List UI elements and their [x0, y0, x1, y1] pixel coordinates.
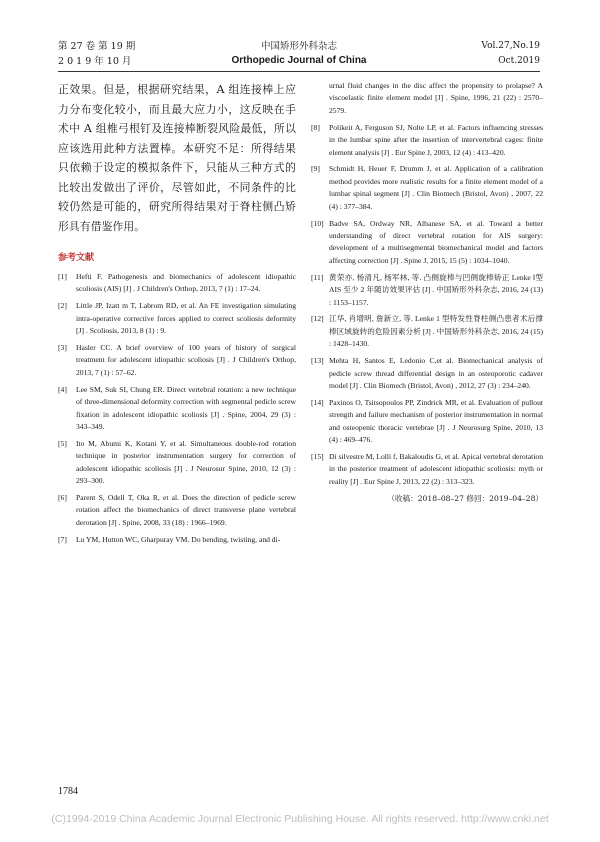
reference-text: Badve SA, Ordway NR, Albanese SA, et al. Toward a better understanding of direct vertebral rotation for AIS surgery: development of a multisegmental biomechanical model and factors affecting correction [J] . Spine J, 2015, 15 (5) : 1034–1040. — [329, 218, 543, 265]
reference-item — [58, 271, 296, 296]
reference-text: Hasler CC. A brief overview of 100 years of history of surgical treatment for adolescent idiopathic scoliosis [J] . J Children's Orthop, 2013, 7 (1) : 57–62. — [76, 343, 296, 377]
references-list-left — [58, 271, 296, 546]
reference-text: Paxinos O, Tsitsopoulos PP, Zindrick MR, et al. Evaluation of pullout strength and failure mechanism of posterior instrumentation in normal and osteopenic thoracic vertebrae [J] . J Neurosurg Spine, 2010, 13 (4) : 469–476. — [329, 397, 543, 445]
reference-number: [2] — [58, 301, 67, 311]
reference-item — [311, 122, 543, 159]
reference-number: [3] — [58, 343, 67, 353]
journal-en: Orthopedic Journal of China — [231, 55, 367, 66]
received-dates: （收稿：2018–08–27 修回：2019–04–28） — [387, 493, 543, 503]
reference-item — [311, 397, 543, 447]
page-header — [58, 40, 540, 72]
reference-number: [6] — [58, 493, 67, 502]
reference-item — [311, 313, 543, 350]
reference-text: Polikeit A, Ferguson SJ, Nolte LP, et al. Factors influencing stresses in the lumbar spine after the insertion of intervertebral cages: finite element analysis [J] . Eur Spine J, 2003, 12 (4) : 413–420. — [329, 122, 543, 157]
reference-item — [311, 163, 543, 213]
reference-text: Schmidt H, Heuer F, Drumm J, et al. Application of a calibration method provides more realistic results for a finite element model of a lumbar spinal segment [J] . Clin Biomech (Bristol, Avon) , 2007, 22 (4) : 377–384. — [329, 164, 543, 211]
date-cn: 2 0 1 9 年 10 月 — [58, 56, 132, 67]
reference-number: [13] — [311, 356, 324, 366]
left-column — [58, 80, 296, 551]
reference-number: [14] — [311, 397, 324, 407]
references-heading: 参考文献 — [58, 253, 95, 263]
reference-text: Ito M, Abumi K, Kotani Y, et al. Simultaneous double-rod rotation technique in posterior instrumentation surgery for correction of adolescent idiopathic scoliosis [J] . J Neurosur Spine, 2010, 12 (3) : 293–300. — [76, 438, 296, 486]
date-en: Oct.2019 — [498, 56, 540, 66]
reference-item — [311, 272, 543, 309]
reference-number: [11] — [311, 272, 324, 282]
reference-text: Lu YM, Hutton WC, Gharpuray VM. Do bending, twisting, and di- — [76, 534, 281, 544]
reference-number: [12] — [311, 314, 324, 324]
reference-number: [10] — [311, 218, 324, 228]
reference-number: [1] — [58, 272, 67, 281]
reference-number: [5] — [58, 438, 67, 448]
volume-en: Vol.27,No.19 — [481, 41, 540, 51]
reference-number: [8] — [311, 122, 320, 132]
reference-item — [311, 451, 543, 488]
journal-cn: 中国矫形外科杂志 — [260, 41, 337, 52]
reference-item — [58, 492, 296, 529]
body-paragraph: 正效果。但是，根据研究结果，A 组连接棒上应力分布变化较小，而且最大应力小，这反映在手术中 A 组椎弓根钉及连接棒断裂风险最低，所以应该选用此种方法置棒。本研究不足：所得结果只依赖于设定的模拟条件下，只能从三种方式的比较出发做出了评价，尽管如此，不同条件的比较仍然是可能的，研究所得结果对于脊柱侧凸矫形具有借鉴作用。 — [58, 83, 296, 233]
reference-item — [58, 438, 296, 488]
reference-continuation — [311, 80, 543, 117]
copyright-notice: (C)1994-2019 China Academic Journal Electronic Publishing House. All rights reserved. http://www.cnki.net — [51, 813, 549, 825]
reference-item — [311, 355, 543, 392]
reference-item — [58, 300, 296, 337]
reference-number: [7] — [58, 534, 67, 544]
header-rule — [58, 71, 540, 72]
reference-text: Hefti F. Pathogenesis and biomechanics of adolescent idiopathic scoliosis (AIS) [J] . J Children's Orthop, 2013, 7 (1) : 17–24. — [76, 272, 296, 294]
reference-text: Lee SM, Suk SI, Chung ER. Direct vertebral rotation: a new technique of three-dimensional deformity correction with segmental pedicle screw fixation in adolescent idiopathic scoliosis [J] . Spine, 2004, 29 (3) : 343–349. — [76, 384, 296, 431]
reference-item — [58, 534, 296, 546]
references-list-right — [311, 80, 543, 488]
page-number: 1784 — [58, 786, 78, 797]
reference-number: [4] — [58, 384, 67, 394]
volume-cn: 第 27 卷 第 19 期 — [58, 41, 136, 52]
right-column — [311, 80, 543, 505]
reference-number: [15] — [311, 451, 324, 461]
reference-item — [58, 342, 296, 379]
reference-text: 江华, 肖增明, 詹新立, 等. Lenke 1 型特发性脊柱侧凸患者术后撑棒区域旋转的危险因素分析 [J] . 中国矫形外科杂志, 2016, 24 (15) : 1428–1430. — [329, 314, 543, 349]
reference-item — [58, 384, 296, 434]
reference-text: Mehta H, Santos E, Ledonio C,et al. Biomechanical analysis of pedicle screw thread differential design in an osteoporotic cadaver model [J] . Clin Biomech (Bristol, Avon) , 2012, 27 (3) : 234–240. — [329, 356, 543, 390]
reference-text: 黄荣亦, 杨清凡, 杨军林, 等. 凸侧旋棒与凹侧旋棒矫正 Lenke Ⅰ型 AIS 至少 2 年随访效果评估 [J] . 中国矫形外科杂志, 2016, 24 (13) : 1153–1157. — [329, 272, 543, 307]
reference-text: Di silvestre M, Lolli f, Bakaloudis G, et al. Apical vertebral derotation in the posterior treatment of adolescent idiopathic scoliosis: myth or reality [J] . Eur Spine J, 2013, 22 (2) : 313–323. — [329, 451, 543, 486]
reference-text: Little JP, Izatt m T, Labrom RD, et al. An FE investigation simulating intra-operative corrective forces applied to correct scoliosis deformity [J] . Scoliosis, 2013, 8 (1) : 9. — [76, 301, 296, 336]
reference-text: urnal fluid changes in the disc affect the propensity to prolapse? A viscoelastic finite element model [J] . Spine, 1996, 21 (22) : 2570–2579. — [329, 81, 543, 115]
reference-text: Parent S, Odell T, Oka R, et al. Does the direction of pedicle screw rotation affect the biomechanics of direct transverse plane vertebral derotation [J] . Spine, 2008, 33 (18) : 1966–1969. — [76, 493, 296, 527]
reference-number: [9] — [311, 164, 320, 174]
reference-item — [311, 218, 543, 268]
